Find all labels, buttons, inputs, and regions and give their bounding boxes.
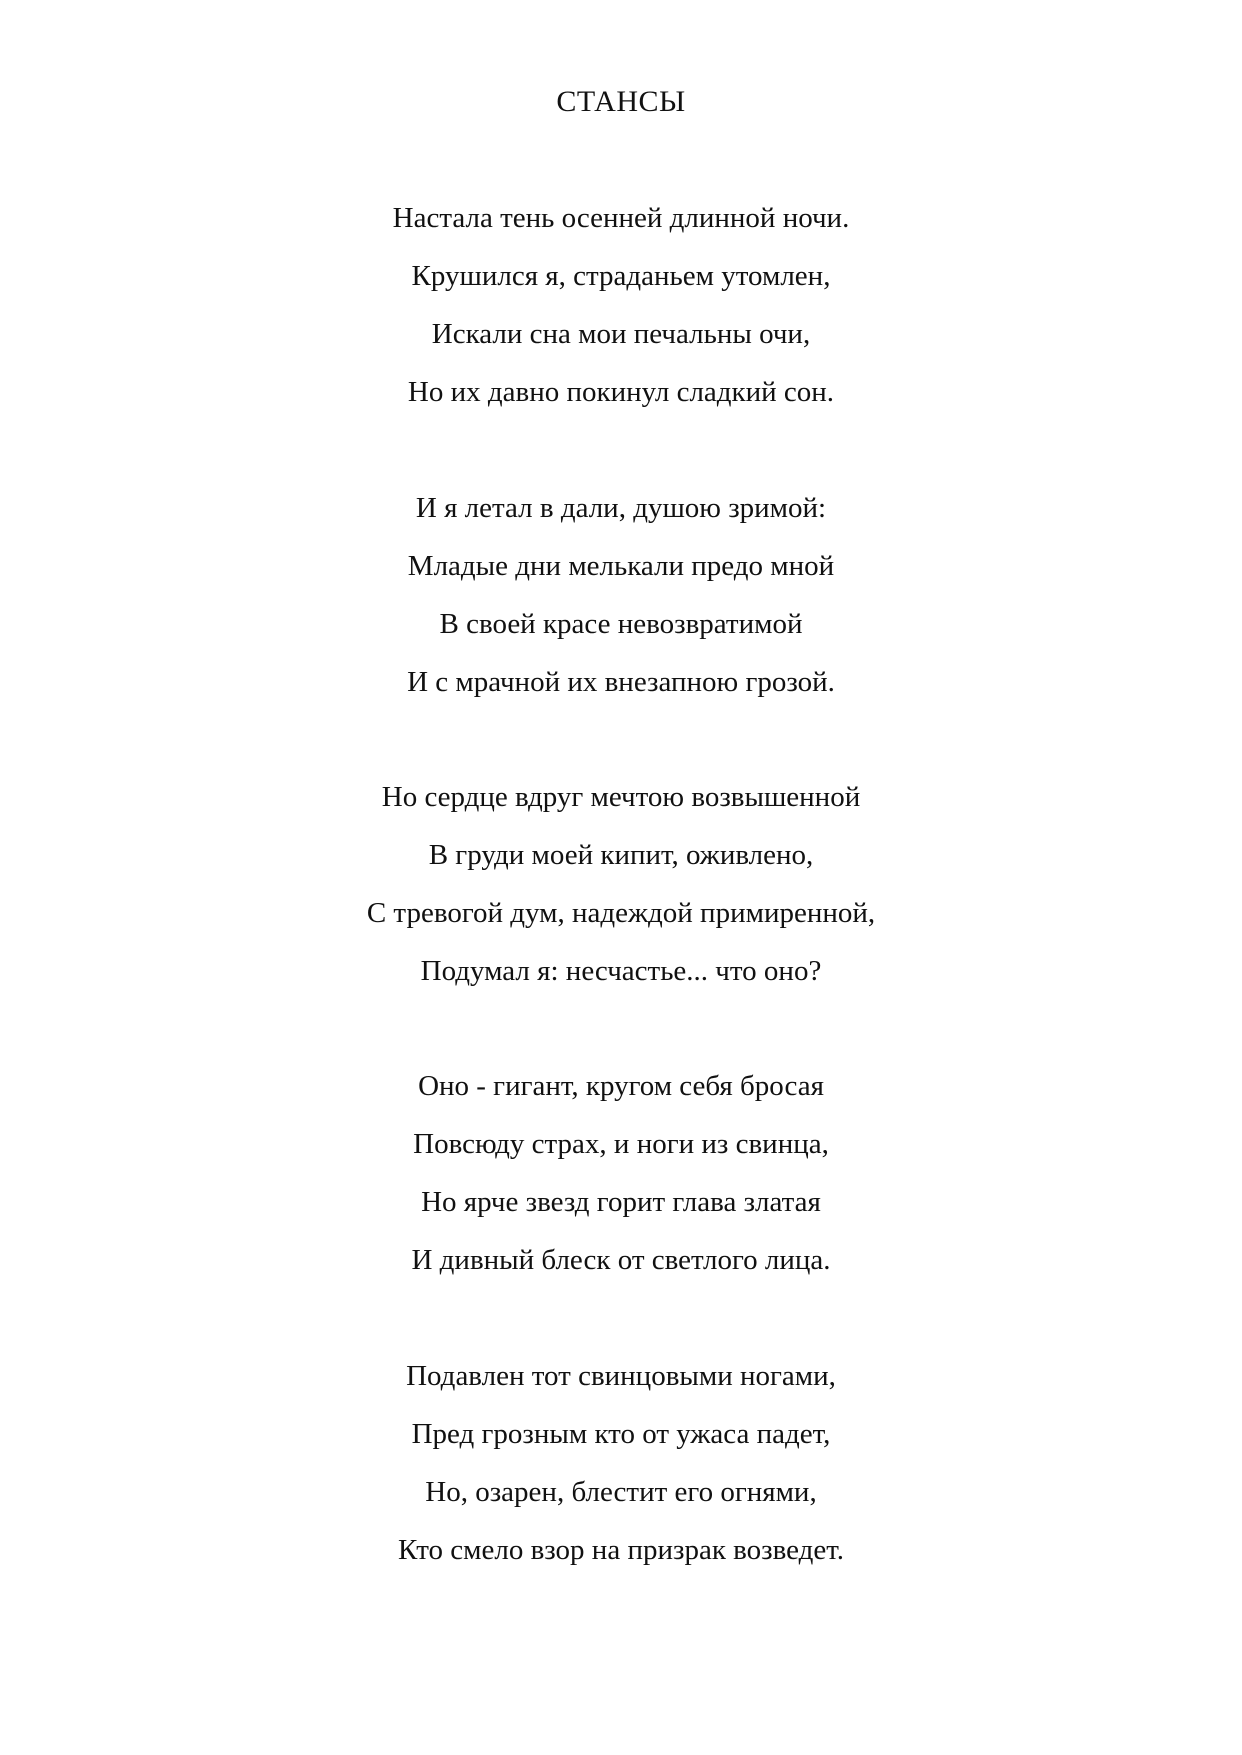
- poem-line: В груди моей кипит, оживлено,: [428, 839, 814, 871]
- stanza-5: [0, 1347, 1242, 1579]
- poem-title: СТАНСЫ: [556, 85, 686, 118]
- poem-line: В своей красе невозвратимой: [439, 608, 803, 640]
- poem-line: Пред грозным кто от ужаса падет,: [411, 1418, 831, 1450]
- stanza-4: [0, 1057, 1242, 1289]
- poem-line: Подавлен тот свинцовыми ногами,: [406, 1360, 836, 1392]
- poem-line: С тревогой дум, надеждой примиренной,: [366, 897, 876, 929]
- poem-line: Искали сна мои печальны очи,: [431, 318, 811, 350]
- poem-line: И я летал в дали, душою зримой:: [415, 492, 827, 524]
- poem-line: Но, озарен, блестит его огнями,: [425, 1476, 817, 1508]
- stanza-3: [0, 768, 1242, 1000]
- poem-line: Но их давно покинул сладкий сон.: [407, 376, 835, 408]
- poem-line: Оно - гигант, кругом себя бросая: [418, 1070, 824, 1102]
- poem-line: Кто смело взор на призрак возведет.: [397, 1534, 844, 1566]
- stanza-2: [0, 479, 1242, 711]
- poem-line: Повсюду страх, и ноги из свинца,: [413, 1128, 829, 1160]
- poem-line: Но сердце вдруг мечтою возвышенной: [381, 781, 861, 813]
- poem-line: Крушился я, страданьем утомлен,: [411, 260, 831, 292]
- poem-line: Подумал я: несчастье... что оно?: [420, 955, 822, 987]
- poem-line: Настала тень осенней длинной ночи.: [392, 202, 850, 234]
- poem-line: И с мрачной их внезапною грозой.: [407, 666, 835, 698]
- poem-line: Младые дни мелькали предо мной: [407, 550, 835, 582]
- poem-line: И дивный блеск от светлого лица.: [411, 1244, 831, 1276]
- stanza-1: [0, 189, 1242, 421]
- poem-line: Но ярче звезд горит глава златая: [421, 1186, 821, 1218]
